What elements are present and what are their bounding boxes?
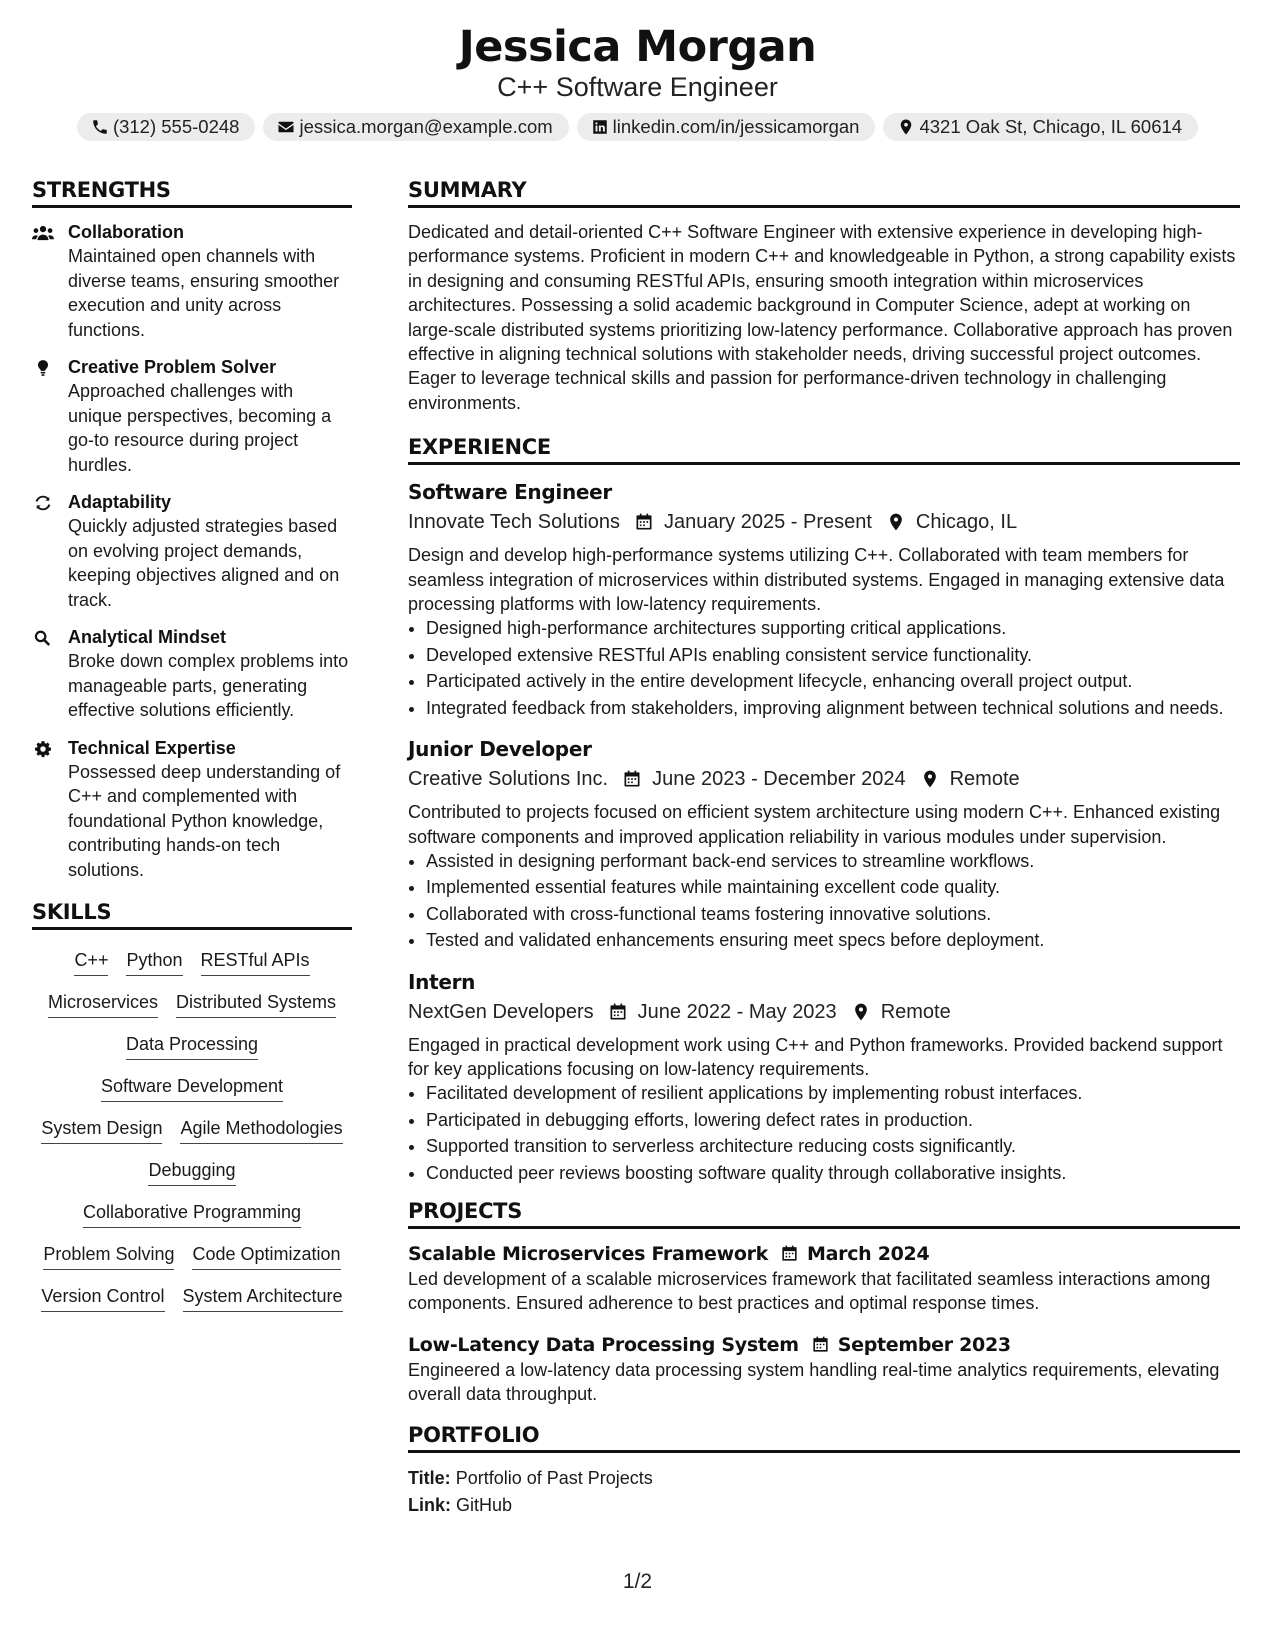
project-date: September 2023	[837, 1333, 1011, 1356]
job-description: Engaged in practical development work using C++ and Python frameworks. Provided backend support for key applications focusing on low-latency requirements.	[408, 1034, 1223, 1079]
right-column	[408, 178, 1240, 1519]
job-bullet: • Facilitated development of resilient applications by implementing robust interfaces.	[426, 1081, 1240, 1105]
search-icon	[32, 628, 54, 648]
map-pin-icon	[920, 769, 940, 789]
strength-desc: Quickly adjusted strategies based on evolving project demands, keeping objectives aligned and on track.	[68, 516, 340, 610]
job-description: Design and develop high-performance systems utilizing C++. Collaborated with team members for seamless integration of microservices within distributed systems. Engaged in managing extensive data processing platforms with low-latency requirements.	[408, 545, 1225, 615]
job-company: Creative Solutions Inc.	[408, 768, 609, 791]
portfolio-link-label: Link:	[408, 1494, 451, 1515]
skill-tag: Version Control	[41, 1284, 164, 1312]
contact-address	[883, 113, 1198, 141]
contact-email-text: jessica.morgan@example.com	[299, 116, 553, 137]
strength-desc: Broke down complex problems into manageable parts, generating effective solutions efficiently.	[68, 651, 349, 720]
gear-icon	[32, 739, 54, 759]
skill-tag: Agile Methodologies	[180, 1116, 342, 1144]
calendar-icon	[622, 769, 642, 789]
portfolio-title-value: Portfolio of Past Projects	[455, 1467, 653, 1488]
project-description: Engineered a low-latency data processing system handling real-time analytics requirements, elevating overall data throughput.	[408, 1359, 1220, 1405]
job-bullet: • Supported transition to serverless architecture reducing costs significantly.	[426, 1134, 1240, 1158]
calendar-icon	[634, 512, 654, 532]
strength-title: Adaptability	[68, 492, 172, 512]
job-bullet: • Participated in debugging efforts, lowering defect rates in production.	[426, 1108, 1240, 1132]
skill-tag: Collaborative Programming	[83, 1200, 301, 1228]
job-entry	[408, 734, 1240, 952]
strength-item	[32, 625, 352, 723]
strength-item	[32, 490, 352, 612]
job-dates: June 2023 - December 2024	[652, 768, 906, 791]
project-entry	[408, 1332, 1240, 1407]
portfolio-link-value[interactable]: GitHub	[456, 1494, 513, 1515]
strength-title: Analytical Mindset	[68, 627, 227, 647]
job-bullet: • Tested and validated enhancements ensuring meet specs before deployment.	[426, 928, 1240, 952]
skill-tag: Python	[126, 948, 182, 976]
summary-text: Dedicated and detail-oriented C++ Software Engineer with extensive experience in developing high-performance systems. Proficient in modern C++ and knowledgeable in Python, a strong capability exists in designing and consuming RESTful APIs, ensuring smooth integration within microservices architectures. Possessing a solid academic background in Computer Science, adept at working on large-scale distributed systems prioritizing low-latency performance. Collaborative approach has proven effective in aligning technical solutions with stakeholder needs, driving successful project outcomes. Eager to leverage technical skills and passion for performance-driven technology in challenging environments.	[408, 222, 1236, 413]
job-bullet: • Conducted peer reviews boosting software quality through collaborative insights.	[426, 1161, 1240, 1185]
contact-phone[interactable]	[77, 113, 256, 141]
map-pin-icon	[897, 118, 915, 136]
job-location: Chicago, IL	[915, 511, 1018, 534]
job-bullet: • Designed high-performance architectures supporting critical applications.	[426, 616, 1240, 640]
envelope-icon	[277, 118, 295, 136]
job-title: Software Engineer	[408, 480, 612, 505]
job-bullet: • Assisted in designing performant back-end services to streamline workflows.	[426, 849, 1240, 873]
skill-tag: C++	[74, 948, 108, 976]
calendar-icon	[608, 1002, 628, 1022]
job-company: NextGen Developers	[408, 1000, 594, 1023]
calendar-icon	[780, 1244, 799, 1263]
job-bullet: • Implemented essential features while maintaining excellent code quality.	[426, 875, 1240, 899]
portfolio-title-label: Title:	[408, 1467, 451, 1488]
project-title: Low-Latency Data Processing System	[408, 1333, 799, 1356]
map-pin-icon	[886, 512, 906, 532]
job-dates: June 2022 - May 2023	[637, 1000, 837, 1023]
project-date: March 2024	[807, 1242, 930, 1265]
linkedin-icon	[591, 118, 609, 136]
portfolio-link-line	[408, 1492, 1240, 1519]
job-bullet: • Developed extensive RESTful APIs enabling consistent service functionality.	[426, 643, 1240, 667]
sync-icon	[32, 493, 54, 513]
strength-item	[32, 736, 352, 883]
skill-tag: System Architecture	[183, 1284, 343, 1312]
contact-linkedin-text: linkedin.com/in/jessicamorgan	[612, 116, 860, 137]
strength-desc: Approached challenges with unique perspectives, becoming a go-to resource during project hurdles.	[68, 381, 332, 475]
experience-heading: EXPERIENCE	[408, 435, 1240, 465]
strength-item	[32, 220, 352, 342]
strength-desc: Maintained open channels with diverse teams, ensuring smoother execution and unity across functions.	[68, 246, 340, 340]
contact-linkedin[interactable]	[577, 113, 876, 141]
job-bullet: • Collaborated with cross-functional teams fostering innovative solutions.	[426, 902, 1240, 926]
strength-item	[32, 355, 352, 477]
summary-heading: SUMMARY	[408, 178, 1240, 208]
skills-section	[32, 900, 352, 1312]
contact-address-text: 4321 Oak St, Chicago, IL 60614	[919, 116, 1183, 137]
map-pin-icon	[851, 1002, 871, 1022]
job-entry	[408, 477, 1240, 720]
skill-tag: Microservices	[48, 990, 158, 1018]
skill-tag: Problem Solving	[43, 1242, 174, 1270]
candidate-role: C++ Software Engineer	[497, 72, 778, 102]
strength-title: Creative Problem Solver	[68, 357, 277, 377]
job-bullet: • Integrated feedback from stakeholders, improving alignment between technical solutions and needs.	[426, 696, 1240, 720]
skill-tag: Debugging	[148, 1158, 235, 1186]
job-bullet: • Participated actively in the entire development lifecycle, enhancing overall project output.	[426, 669, 1240, 693]
job-description: Contributed to projects focused on efficient system architecture using modern C++. Enhanced existing software components and improved application reliability in various modules under supervision.	[408, 802, 1221, 847]
portfolio-title-line	[408, 1465, 1240, 1492]
job-title: Junior Developer	[408, 737, 592, 762]
strengths-heading: STRENGTHS	[32, 178, 352, 208]
job-entry	[408, 967, 1240, 1185]
skill-tag: System Design	[41, 1116, 162, 1144]
strength-title: Collaboration	[68, 222, 184, 242]
project-entry	[408, 1241, 1240, 1316]
contact-email[interactable]	[263, 113, 568, 141]
job-location: Remote	[949, 768, 1020, 791]
skill-tag: Code Optimization	[192, 1242, 340, 1270]
portfolio-heading: PORTFOLIO	[408, 1423, 1240, 1453]
skill-tag: Data Processing	[126, 1032, 258, 1060]
left-column	[32, 178, 352, 1312]
projects-heading: PROJECTS	[408, 1199, 1240, 1229]
job-location: Remote	[880, 1000, 951, 1023]
project-description: Led development of a scalable microservices framework that facilitated seamless interactions among components. Ensured adherence to best practices and optimal response times.	[408, 1268, 1211, 1314]
page-number: 1/2	[622, 1570, 653, 1593]
calendar-icon	[811, 1335, 830, 1354]
skill-tag: RESTful APIs	[201, 948, 310, 976]
job-dates: January 2025 - Present	[664, 511, 872, 534]
skill-tag: Software Development	[101, 1074, 283, 1102]
contact-phone-text: (312) 555-0248	[112, 116, 240, 137]
strength-title: Technical Expertise	[68, 737, 236, 758]
job-title: Intern	[408, 969, 476, 994]
strength-desc: Possessed deep understanding of C++ and complemented with foundational Python knowledge, contributing hands-on tech solutions.	[68, 761, 341, 880]
job-company: Innovate Tech Solutions	[408, 511, 621, 534]
skill-tag: Distributed Systems	[176, 990, 336, 1018]
users-icon	[32, 223, 54, 243]
skills-heading: SKILLS	[32, 900, 352, 930]
lightbulb-icon	[32, 358, 54, 378]
phone-icon	[91, 118, 109, 136]
contact-bar	[0, 113, 1275, 141]
candidate-name: Jessica Morgan	[458, 22, 817, 72]
project-title: Scalable Microservices Framework	[408, 1242, 769, 1265]
